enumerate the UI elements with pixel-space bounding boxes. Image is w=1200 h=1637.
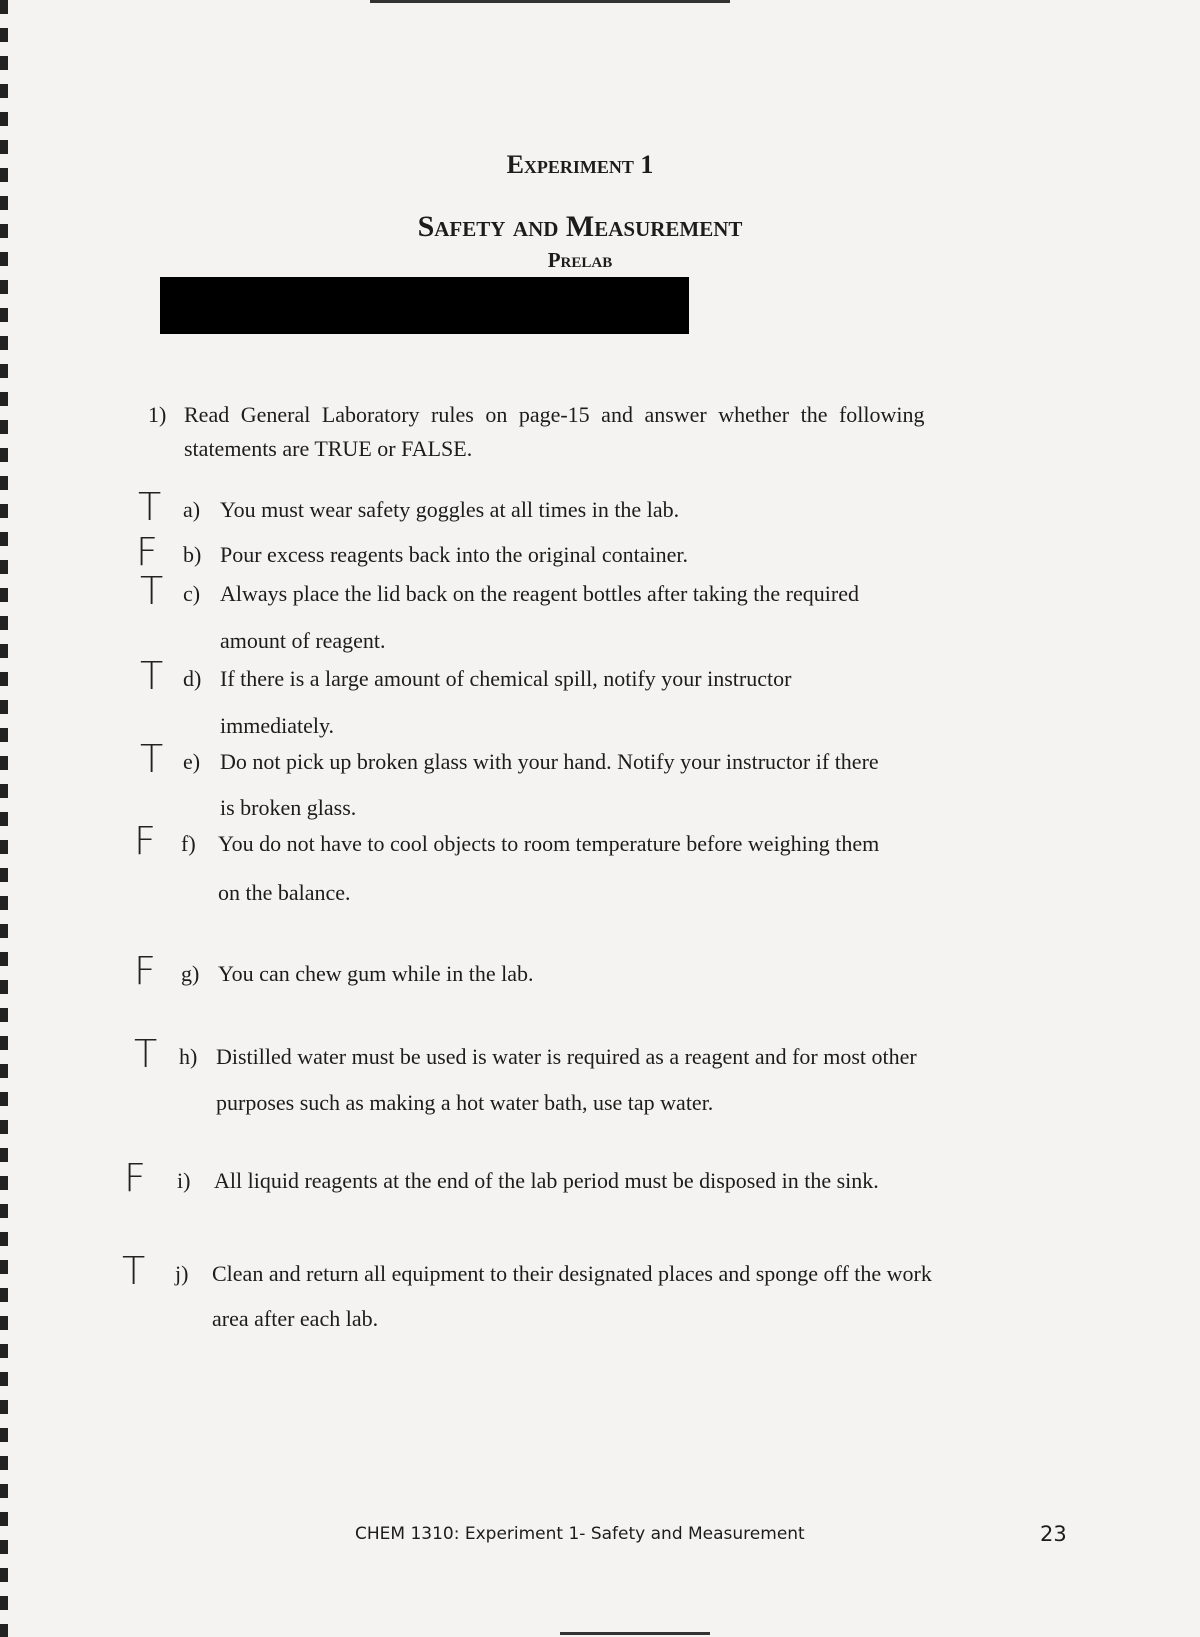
item-text: Always place the lid back on the reagent bottles after taking the required <box>220 581 859 606</box>
item-label: i) <box>177 1168 191 1193</box>
item-text: is broken glass. <box>220 795 357 820</box>
question-text: statements are TRUE or FALSE. <box>184 436 473 461</box>
handwritten-answer: F <box>134 819 156 863</box>
item-label: d) <box>183 666 202 691</box>
item-text: You do not have to cool objects to room temperature before weighing them <box>218 831 880 856</box>
item-label: e) <box>183 749 201 774</box>
handwritten-answer: T <box>140 569 164 613</box>
item-label: a) <box>183 497 201 522</box>
question-text: Read General Laboratory rules on page-15 and answer whether the following <box>184 402 925 427</box>
item-text: Pour excess reagents back into the original container. <box>220 542 688 567</box>
item-text: If there is a large amount of chemical spill, notify your instructor <box>220 666 792 691</box>
item-label: j) <box>175 1261 189 1286</box>
item-text: Clean and return all equipment to their designated places and sponge off the work <box>212 1261 932 1286</box>
handwritten-answer: T <box>140 737 164 781</box>
experiment-heading: Experiment 1 <box>506 150 654 179</box>
handwritten-answer: F <box>136 530 158 574</box>
handwritten-answer: T <box>122 1249 146 1293</box>
question-number: 1) <box>148 402 167 427</box>
item-text: Distilled water must be used is water is required as a reagent and for most other <box>216 1044 917 1069</box>
item-label: c) <box>183 581 201 606</box>
item-text: Do not pick up broken glass with your hand. Notify your instructor if there <box>220 749 879 774</box>
item-text: area after each lab. <box>212 1306 379 1331</box>
redacted-name-box <box>160 277 689 334</box>
item-text: on the balance. <box>218 880 351 905</box>
handwritten-answer: F <box>124 1156 146 1200</box>
page-subtitle: Prelab <box>547 248 613 272</box>
item-text: amount of reagent. <box>220 628 386 653</box>
item-label: g) <box>181 961 200 986</box>
item-text: You must wear safety goggles at all times in the lab. <box>220 497 680 522</box>
handwritten-answer: F <box>134 949 156 993</box>
spiral-binding <box>0 0 8 1637</box>
item-label: b) <box>183 542 202 567</box>
item-text: You can chew gum while in the lab. <box>218 961 534 986</box>
footer-course: CHEM 1310: Experiment 1- Safety and Measurement <box>355 1524 805 1544</box>
page-title: Safety and Measurement <box>417 210 743 243</box>
item-text: All liquid reagents at the end of the lab period must be disposed in the sink. <box>214 1168 879 1193</box>
item-label: f) <box>181 831 196 856</box>
page-edge <box>560 1632 710 1635</box>
handwritten-answer: T <box>140 654 164 698</box>
item-text: immediately. <box>220 713 335 738</box>
handwritten-answer: T <box>134 1032 158 1076</box>
page-number: 23 <box>1040 1522 1067 1546</box>
item-label: h) <box>179 1044 198 1069</box>
item-text: purposes such as making a hot water bath, use tap water. <box>216 1090 714 1115</box>
page-edge <box>370 0 730 3</box>
handwritten-answer: T <box>138 485 162 529</box>
